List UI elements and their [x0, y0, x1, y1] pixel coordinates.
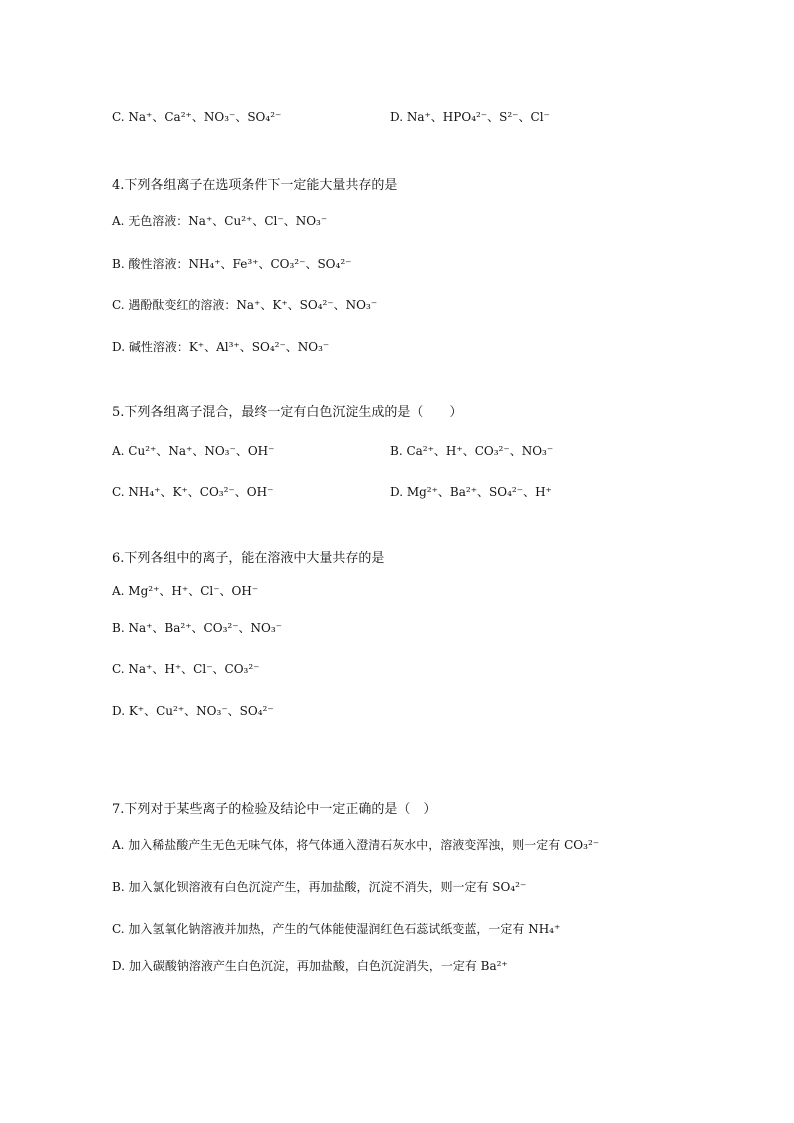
q7-option-d: D. 加入碳酸钠溶液产生白色沉淀，再加盐酸，白色沉淀消失，一定有 Ba²⁺: [112, 959, 508, 973]
q5-option-d: D. Mg²⁺、Ba²⁺、SO₄²⁻、H⁺: [390, 485, 552, 499]
q6-option-d: D. K⁺、Cu²⁺、NO₃⁻、SO₄²⁻: [112, 704, 274, 718]
q7-stem: 7.下列对于某些离子的检验及结论中一定正确的是（ ）: [112, 802, 437, 817]
q6-option-c: C. Na⁺、H⁺、Cl⁻、CO₃²⁻: [112, 662, 260, 676]
q6-stem: 6.下列各组中的离子，能在溶液中大量共存的是: [112, 551, 385, 566]
q5-option-c: C. NH₄⁺、K⁺、CO₃²⁻、OH⁻: [112, 485, 274, 499]
q5-option-b: B. Ca²⁺、H⁺、CO₃²⁻、NO₃⁻: [390, 444, 554, 458]
q5-option-a: A. Cu²⁺、Na⁺、NO₃⁻、OH⁻: [112, 444, 275, 458]
q4-option-d: D. 碱性溶液：K⁺、Al³⁺、SO₄²⁻、NO₃⁻: [112, 340, 330, 354]
q7-option-c: C. 加入氢氧化钠溶液并加热，产生的气体能使湿润红色石蕊试纸变蓝，一定有 NH₄⁺: [112, 922, 561, 936]
q5-stem: 5.下列各组离子混合，最终一定有白色沉淀生成的是（ ）: [112, 405, 463, 420]
q4-option-c: C. 遇酚酞变红的溶液：Na⁺、K⁺、SO₄²⁻、NO₃⁻: [112, 298, 378, 312]
q6-option-b: B. Na⁺、Ba²⁺、CO₃²⁻、NO₃⁻: [112, 621, 283, 635]
q7-option-a: A. 加入稀盐酸产生无色无味气体，将气体通入澄清石灰水中，溶液变浑浊，则一定有 CO₃²⁻: [112, 838, 600, 852]
q3-option-c: C. Na⁺、Ca²⁺、NO₃⁻、SO₄²⁻: [112, 110, 282, 124]
q4-option-a: A. 无色溶液：Na⁺、Cu²⁺、Cl⁻、NO₃⁻: [112, 214, 328, 228]
q7-option-b: B. 加入氯化钡溶液有白色沉淀产生，再加盐酸，沉淀不消失，则一定有 SO₄²⁻: [112, 880, 527, 894]
q6-option-a: A. Mg²⁺、H⁺、Cl⁻、OH⁻: [112, 584, 259, 598]
q4-option-b: B. 酸性溶液：NH₄⁺、Fe³⁺、CO₃²⁻、SO₄²⁻: [112, 257, 352, 271]
q4-stem: 4.下列各组离子在选项条件下一定能大量共存的是: [112, 178, 398, 193]
q3-option-d: D. Na⁺、HPO₄²⁻、S²⁻、Cl⁻: [390, 110, 550, 124]
